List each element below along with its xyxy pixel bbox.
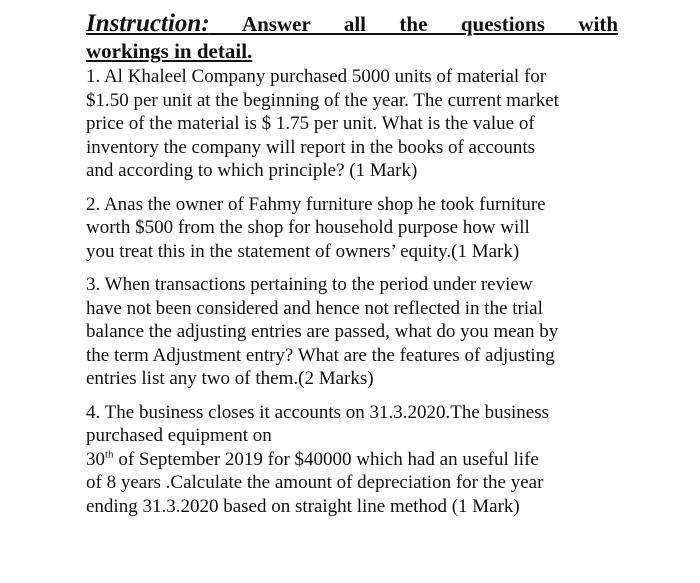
question-line: price of the material is $ 1.75 per unit. What is the value of: [86, 113, 535, 134]
instruction-header: [86, 10, 618, 38]
date-day: 30: [86, 448, 105, 470]
date-suffix: th: [105, 448, 114, 461]
question-line: 4. The business closes it accounts on 31.3.2020.The business: [86, 401, 549, 423]
question-line: worth $500 from the shop for household purpose how will: [86, 217, 530, 238]
question-line: and according to which principle? (1 Mark): [86, 160, 418, 181]
question-line: inventory the company will report in the books of accounts: [86, 136, 536, 158]
question-line: have not been considered and hence not reflected in the trial: [86, 297, 543, 319]
question-line-date: [86, 448, 618, 472]
question-line: 3. When transactions pertaining to the period under review: [86, 274, 533, 295]
question-line: of 8 years .Calculate the amount of depreciation for the year: [86, 472, 544, 493]
question-line: the term Adjustment entry? What are the features of adjusting: [86, 344, 555, 366]
instruction-text-line1: Answer all the questions with: [241, 12, 619, 36]
question-4: [86, 401, 618, 519]
question-3: [86, 273, 618, 391]
question-line: entries list any two of them.(2 Marks): [86, 368, 374, 389]
question-line-text: of September 2019 for $40000 which had an useful life: [113, 448, 539, 470]
question-line: $1.50 per unit at the beginning of the year. The current market: [86, 89, 559, 111]
question-line: balance the adjusting entries are passed, what do you mean by: [86, 321, 559, 342]
question-1: [86, 65, 618, 183]
question-line: ending 31.3.2020 based on straight line method (1 Mark): [86, 495, 520, 517]
instruction-title: Instruction:: [86, 10, 210, 37]
instruction-text-line2: workings in detail.: [86, 39, 253, 63]
document-page: [86, 10, 618, 518]
question-line: 1. Al Khaleel Company purchased 5000 units of material for: [86, 66, 547, 87]
question-line: you treat this in the statement of owners’ equity.(1 Mark): [86, 240, 520, 262]
question-line: purchased equipment on: [86, 425, 272, 446]
question-2: [86, 193, 618, 264]
question-line: 2. Anas the owner of Fahmy furniture shop he took furniture: [86, 193, 546, 215]
